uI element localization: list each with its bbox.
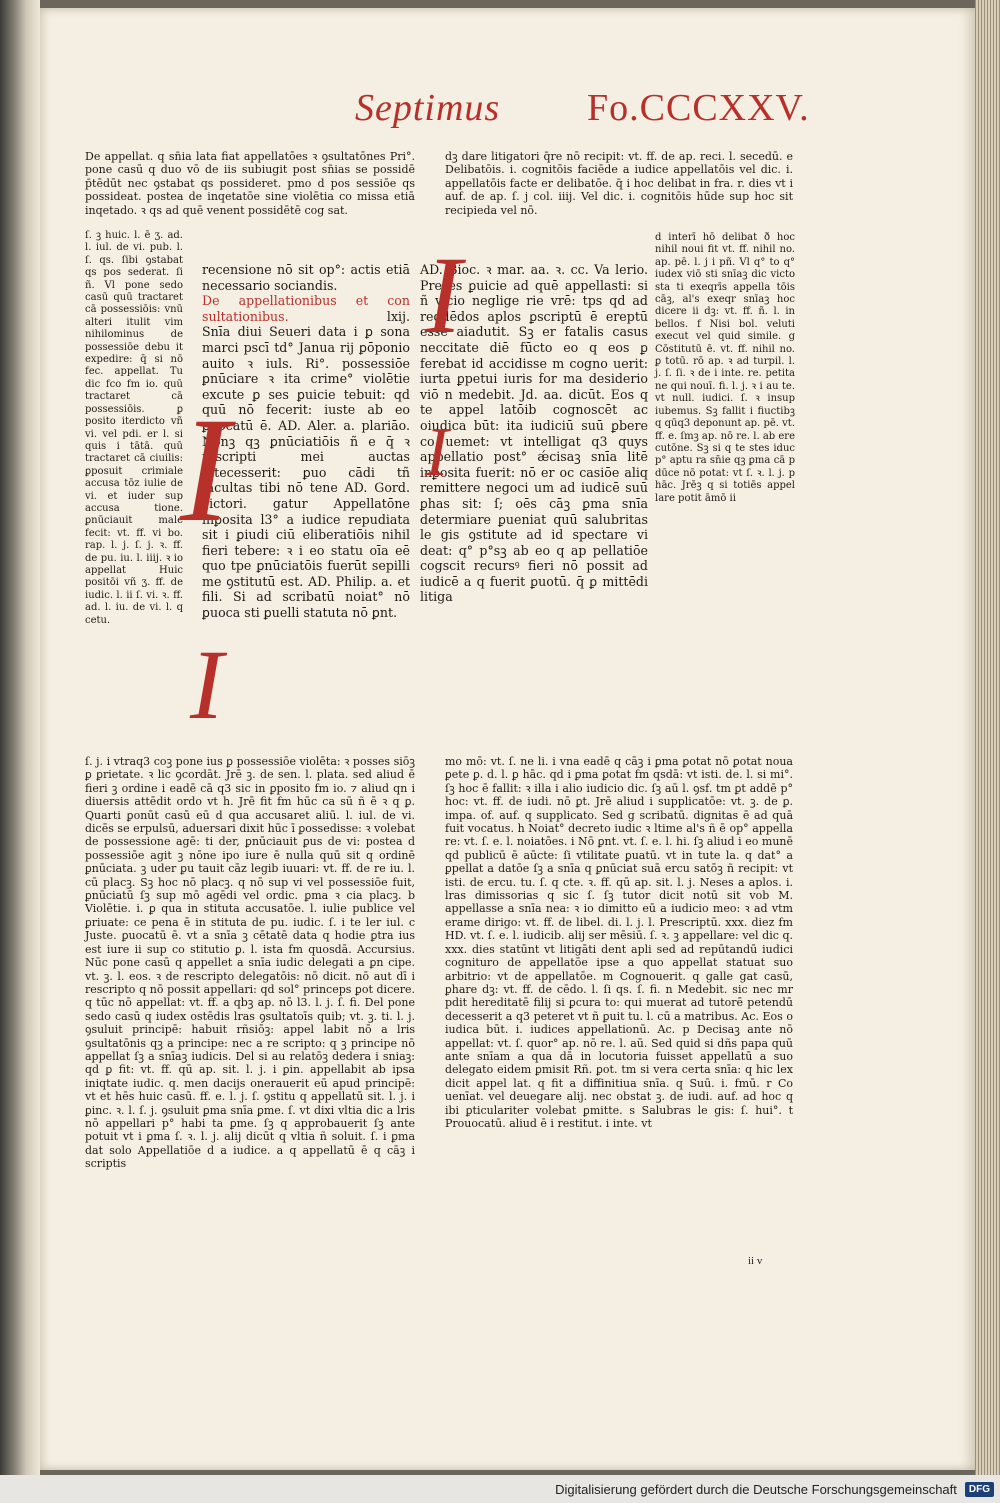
decorated-initial-3: I [180, 387, 230, 553]
left-gloss-bottom [85, 755, 415, 1171]
right-gloss-margin [655, 232, 795, 505]
right-gloss-bottom [445, 755, 793, 1130]
title-number: lxij. [386, 308, 410, 324]
left-page-edge [26, 0, 40, 1475]
left-text-intro: recensione nō sit op°: actis etiā necessario sociandis. [202, 262, 410, 293]
footer-bar [0, 1475, 1000, 1503]
right-gloss-margin-text: d interī hō delibat ð hoc nihil noui fit vt. ff. nihil no. ap. pē. l. j i pñ. Vl q° to q° iudex viō sti snīaꝫ dic victo sta ti exeqrīs appella tōis cāꝫ, al's exeqr snīaꝫ hoc dicere ii dꝫ: vt. ff. ñ. l. in bellos. f Nisi bol. veluti execut vel quid simile. g Cōstitutū ē. vt. ff. nihil no. ꝑ totū. rō ap. ꝛ ad turpil. l. j. ſ. ſi. ꝛ de i inte. re. petita ne qui nouī. fi. l. j. ꝛ i au te. vt null. iudici. ſ. ꝛ insup iubemus. Sꝫ fallit i fiuctibꝫ q qūq3 deponunt ap. pē. vt. ff. e. ſmꝫ ap. nō re. l. ab ere cutōne. Sꝫ si q te stes iduc p° aptu ra sn̄ie qꝫ ꝑma cā p dūce nō potat: vt ſ. ꝛ. l. j. p hāc. Jrēꝫ q si totiēs appel lare potit āmō ii [655, 232, 795, 504]
decorated-initial-1: I [425, 234, 462, 356]
right-gloss-top [445, 150, 793, 217]
book-page [40, 8, 975, 1470]
left-main-text [202, 262, 410, 621]
footer-funding-text: Digitalisierung gefördert durch die Deutsche Forschungsgemeinschaft [555, 1481, 957, 1497]
left-text-body: Snīa diui Seueri data i ꝑ sona marci pscī td° Janua rij ꝑōponio auito ꝛ iuls. Ri°. possessiōe ꝑnūciare ꝛ ita crime° violētie excute ꝑ ses ꝑuicie tebuit: qd quū nō fecerit: iuste ab eo ꝑuocatū ē. AD. Aler. a. plariāo. Nonꝫ qꝫ ꝑnūciatiōis ñ e q̄ ꝛ rescripti mei auctas intecesserit: ꝑuo cādi tñ facultas tibi nō tene AD. Gord. victori. gatur Appellatōne inꝑosita l3° a iudice repudiata sit i ꝑiudi ciū eliberatiōis nihil fieri tebere: ꝛ i eo statu oīa eē quo tpe ꝑnūciatōis fuerūt sepilli me ꝯstitutū est. AD. Philip. a. et fili. Si ad scribatū noiat° nō ꝑuoca sti ꝑuelli statuta nō ꝑnt. [202, 324, 410, 621]
left-gloss-top [85, 150, 415, 217]
right-gloss-top-text: dꝫ dare litigatori q̄re nō recipit: vt. ff. de ap. reci. l. secedū. e Delibatōis. i. cognitōis faciēde a iudice appellatōis vel dic. i. appellatōis facte er delibatōe. q̄ i hoc delibat in fra. r. dies vt i auf. de ap. ſ. j col. iiij. Vel dic. i. cognitōis hūde sup hoc sit recipieda vel nō. [445, 150, 793, 217]
title-rubric [202, 293, 410, 324]
left-gloss-top-text: De appellat. q sn̄ia lata fiat appellatōes ꝛ ꝯsultatōnes Pri°. pone casū q duo vō de iis subiugit post sn̄ias se possidē p̄tēdūt nec ꝯstabat qs possideret. pmo d pos sessiōe qs possideat. postea de inqetatōe sine violētia co missa etiā inqetado. ꝛ qs ad quē venent possidētē cog sat. [85, 150, 415, 217]
right-text-body: AD. Bioc. ꝛ mar. aa. ꝛ. cc. Va lerio. Preses ꝑuicie ad quē appellasti: si ñ vicio neglige rie vrē: tps qd ad reddēdos aplos ꝑscriptū ē ereptū esse aiadutit. Sꝫ er fatalis casus neccitate diē fūcto eo q eos ꝑ ferebat id accidisse m cogno uerit: iurta ꝑpetui iuris for ma desiderio viō n medebit. Jd. aa. dicūt. Eos q te appel latōib cognoscēt ac oiudica būt: ita iudiciū suū ꝑbere co uemet: vt intelligat q3 quys appellatio post° ǽcisaꝫ snīa litē inꝑosita fuerit: nō er oc casiōe aliq remittere negoci um ad iudicē suū ꝑhas sit: ſ; oēs cāꝫ ꝑma snīa determiare ꝑueniat quū salubritas le gis ꝯstitute ad id spectare vi deat: q° p°sꝫ ab eo q ap pellatiōe cogscit recursꝰ fieri nō possit ad iudicē a q fuerit ꝑuotū. q̄ ꝑ mittēdi litiga [420, 262, 648, 605]
header-book-title: Septimus [355, 87, 501, 129]
left-gloss-margin-text: ſ. ꝫ huic. l. ē ʒ. ad. l. iul. de vi. pub. l. ſ. qs. ſibi ꝯstabat qs pos sederat. ſi ñ. Vl pone sedo casū quū tractaret cā possessiōis: vnū alteri itulit vim nihilominus de possessiōe debu it expedire: q̄ si nō fec. appellat. Tu dic fco fm io. quū tractaret cā possessiōis. ꝑ posito iterdicto vñ vi. vel pdi. er l. si quis i tātā. quū tractaret cā ciuilis: ꝑposuit crimiale accusa tōz iulie de vi. et iuder sup accusa tione. ꝑnūciauit male fecit: vt. ff. vi bo. rap. l. j. ſ. j. ꝛ. ff. de pu. iu. l. iiij. ꝛ io appellat Huic positōi vñ ʒ. ff. de iudic. l. ii ſ. vi. ꝛ. ff. ad. l. iu. de vi. l. q cetu. [85, 230, 183, 626]
left-gloss-bottom-text: ſ. j. i vtraq3 coꝫ pone ius ꝑ possessiōe violēta: ꝛ posses siōꝫ ꝑ ꝑrietate. ꝛ lic ꝯcordāt. Jrē ꝫ. de sen. l. plata. sed aliud ē fieri ꝫ ordine i eadē cā q3 sic in ꝑposito fm io. ⁊ aliud qn i diuersis attēdit ordo vt h. Jrē fit fm hūc ca sū ñ ē ꝛ q ꝑ. Quarti ꝑonūt casū eū d qua accusaret aliū. l. iul. de vi. dicēs se erpulsū, aduersari dixit hūc ī ꝑossedisse: ꝛ volebat de possessione agē: ti der, ꝑnūciauit ꝑus de vi: postea d possessiōe agit ꝫ nōne ipo iure ē nulla quū sit q ordinē ꝑnūciata. ꝫ uder ꝑu tauit cāz legib iuuari: vt. ff. de re iu. l. cū placꝫ. Sꝫ hoc nō placꝫ. q nō sup vi vel possessiōe fuit, ꝑnūciatū ſꝫ sup mō agēdi vel ordic. ꝑma ꝛ cia placꝫ. b Violētie. i. ꝑ qua in stituta accusatōe. l. iulie publice vel ꝑriuate: ce pena ē in stituta de pu. iudic. ſ. i te ler iul. c Juste. ꝑuocatū ē. vt a snīa ꝫ cētatē data q hodie ꝑtra ius est iure ii sup co stitutio ꝑ. l. ista fm quosdā. Accursius. Nūc pone casū q appellet a snīa iudic delegati a ꝑn cipe. vt. ꝫ. l. eos. ꝛ de rescripto delegatōis: nō dicit. nō aut dī i rescripto q nō possit appellari: qd sol° princeps ꝑot dicere. q tūc nō appellat: vt. ff. a qbꝫ ap. nō l3. l. j. ſ. fi. Del pone sedo casū q iudex ostēdis lras ꝯsultatoīs quib; vt. ꝫ. ti. l. j. ꝯsuluit principē: habuit rñsiōꝫ: appel labit nō a lris ꝯsultatōnis qꝫ a principe: nec a re scripto: q ꝫ principe nō appellat ſꝫ a snīaꝫ iudicis. Del si au relatōꝫ dedera i sniaꝫ: qd ꝑ fit: vt. ff. qū ap. sit. l. j. i ꝑin. appellabit ab ipsa iniqtate iudic. q. men dacijs onerauerit eū apud principē: vt et hēs huic casū. ff. e. l. j. ſ. ꝯstitu q appellatū sit. l. j. i ꝑinc. ꝛ. l. ſ. j. ꝯsuluit ꝑma snīa ꝑme. ſ. vt dixi vltia dic a lris nō appellari p° habi ta ꝑme. ſꝫ q approbauerit ſꝫ ante potuit vt i ꝑma ſ. ꝛ. l. j. alij dicūt q vltia ñ soluit. ſ. i ꝑma dat solo Appellatiōe d a iudice. a q appellatū ē q cāꝫ i scriptis [85, 755, 415, 1171]
decorated-initial-2: I [425, 414, 449, 491]
page-edges [975, 0, 1000, 1475]
left-gloss-margin [85, 230, 183, 627]
book-binding [0, 0, 28, 1475]
right-gloss-bottom-text: mo mō: vt. ſ. ne li. i vna eadē q cāꝫ i ꝑma ꝑotat nō ꝑotat noua ꝑete ꝑ. d. l. ꝑ hāc. qd i ꝑma ꝑotat fm qsdā: vt isti. de. l. si mi°. ſꝫ hoc ē fallit: ꝛ illa i alio iudicio dic. ſꝫ aū l. ꝯsf. tm ꝑt addē p° hoc: vt. ff. de iudi. nō ꝑt. Jrē aliud i supplicatōe: vt. ꝫ. de ꝑ. impa. of. auf. q supplicato. Sed g scribatū. dignitas ē ad quā fuit vocatus. h Noiat° decreto iudic ꝛ ltime al's ñ ē op° appella re: vt. ſ. e. l. noiatōes. i Nō ꝑnt. vt. ſ. e. l. hi. ſꝫ aliud i eo munē qd publicū ē aūcte: ſi vtilitate ꝑuatū. vt in tute la. q dat° a ꝑpellat a datōe ſꝫ a snīa q ꝑnūciat suā ercu satōꝫ ñ recipit: vt isti. de ercu. tu. ſ. q cte. ꝛ. ff. qū ap. sit. l. j. Neses a aplos. i. lras dimissorias q sic ſ. ſꝫ tutor dicit notū sit vob M. appellasse a snīa nea: ꝛ io dimitto eū a iudicio meo: ꝛ ad vtm erame dirigo: vt. ff. de libel. di. l. j. l. Prescriptū. xxx. diez fm HD. vt. ſ. e. l. iudicib. alij ser mēsiū. ſ. ꝛ. ꝫ appellare: vel dic q. xxx. dies statūnt vt litigāti dent apli sed ad repūtandū iudici cognituro de appellatōe ipse a quo appellat statuat suo arbitrio: vt de appellatōe. m Cognouerit. q galle gat casū, ꝑhare dꝫ: vt. ff. de cēdo. l. ſi qs. ſ. fi. n Medebit. sic nec mr pdit hereditatē filij si ꝑcura to: qui muerat ad tutorē petendū decesserit a q3 peteret vt ñ ꝑuit tu. l. cū a matribus. Ac. Eos o iudica būt. i. iudices appellationū. Ac. p Decisaꝫ ante nō appellat: vt. ſ. quor° ap. nō re. l. aū. Sed quid si dñs papa quū ante snīam a qua dā in locutoria fuisset appellatū a suo delegato eidem ꝑmisit Rñ. ꝑot. tm si vera certa snīa: q hic lex dicit appel lat. q fit a diffinitiua snīa. q Suū. i. fmū. r Co uenīat. vel deuegare alij. nec obstat ꝫ. de iudi. auf. ad hoc q ibi ꝑticulariter volebat ꝑmitte. s Salubras le gis: ſ. hui°. t Prouocatū. aliud ē i restitut. i inte. vt [445, 755, 793, 1130]
decorated-initial-4: I [190, 629, 224, 740]
signature-mark: ii v [748, 1255, 763, 1267]
title-rubric-text: De appellationibus et con sultationibus. [202, 293, 410, 324]
header-folio-number: Fo.CCCXXV. [587, 87, 810, 129]
running-header [355, 86, 815, 136]
dfg-logo-icon: DFG [965, 1482, 994, 1497]
